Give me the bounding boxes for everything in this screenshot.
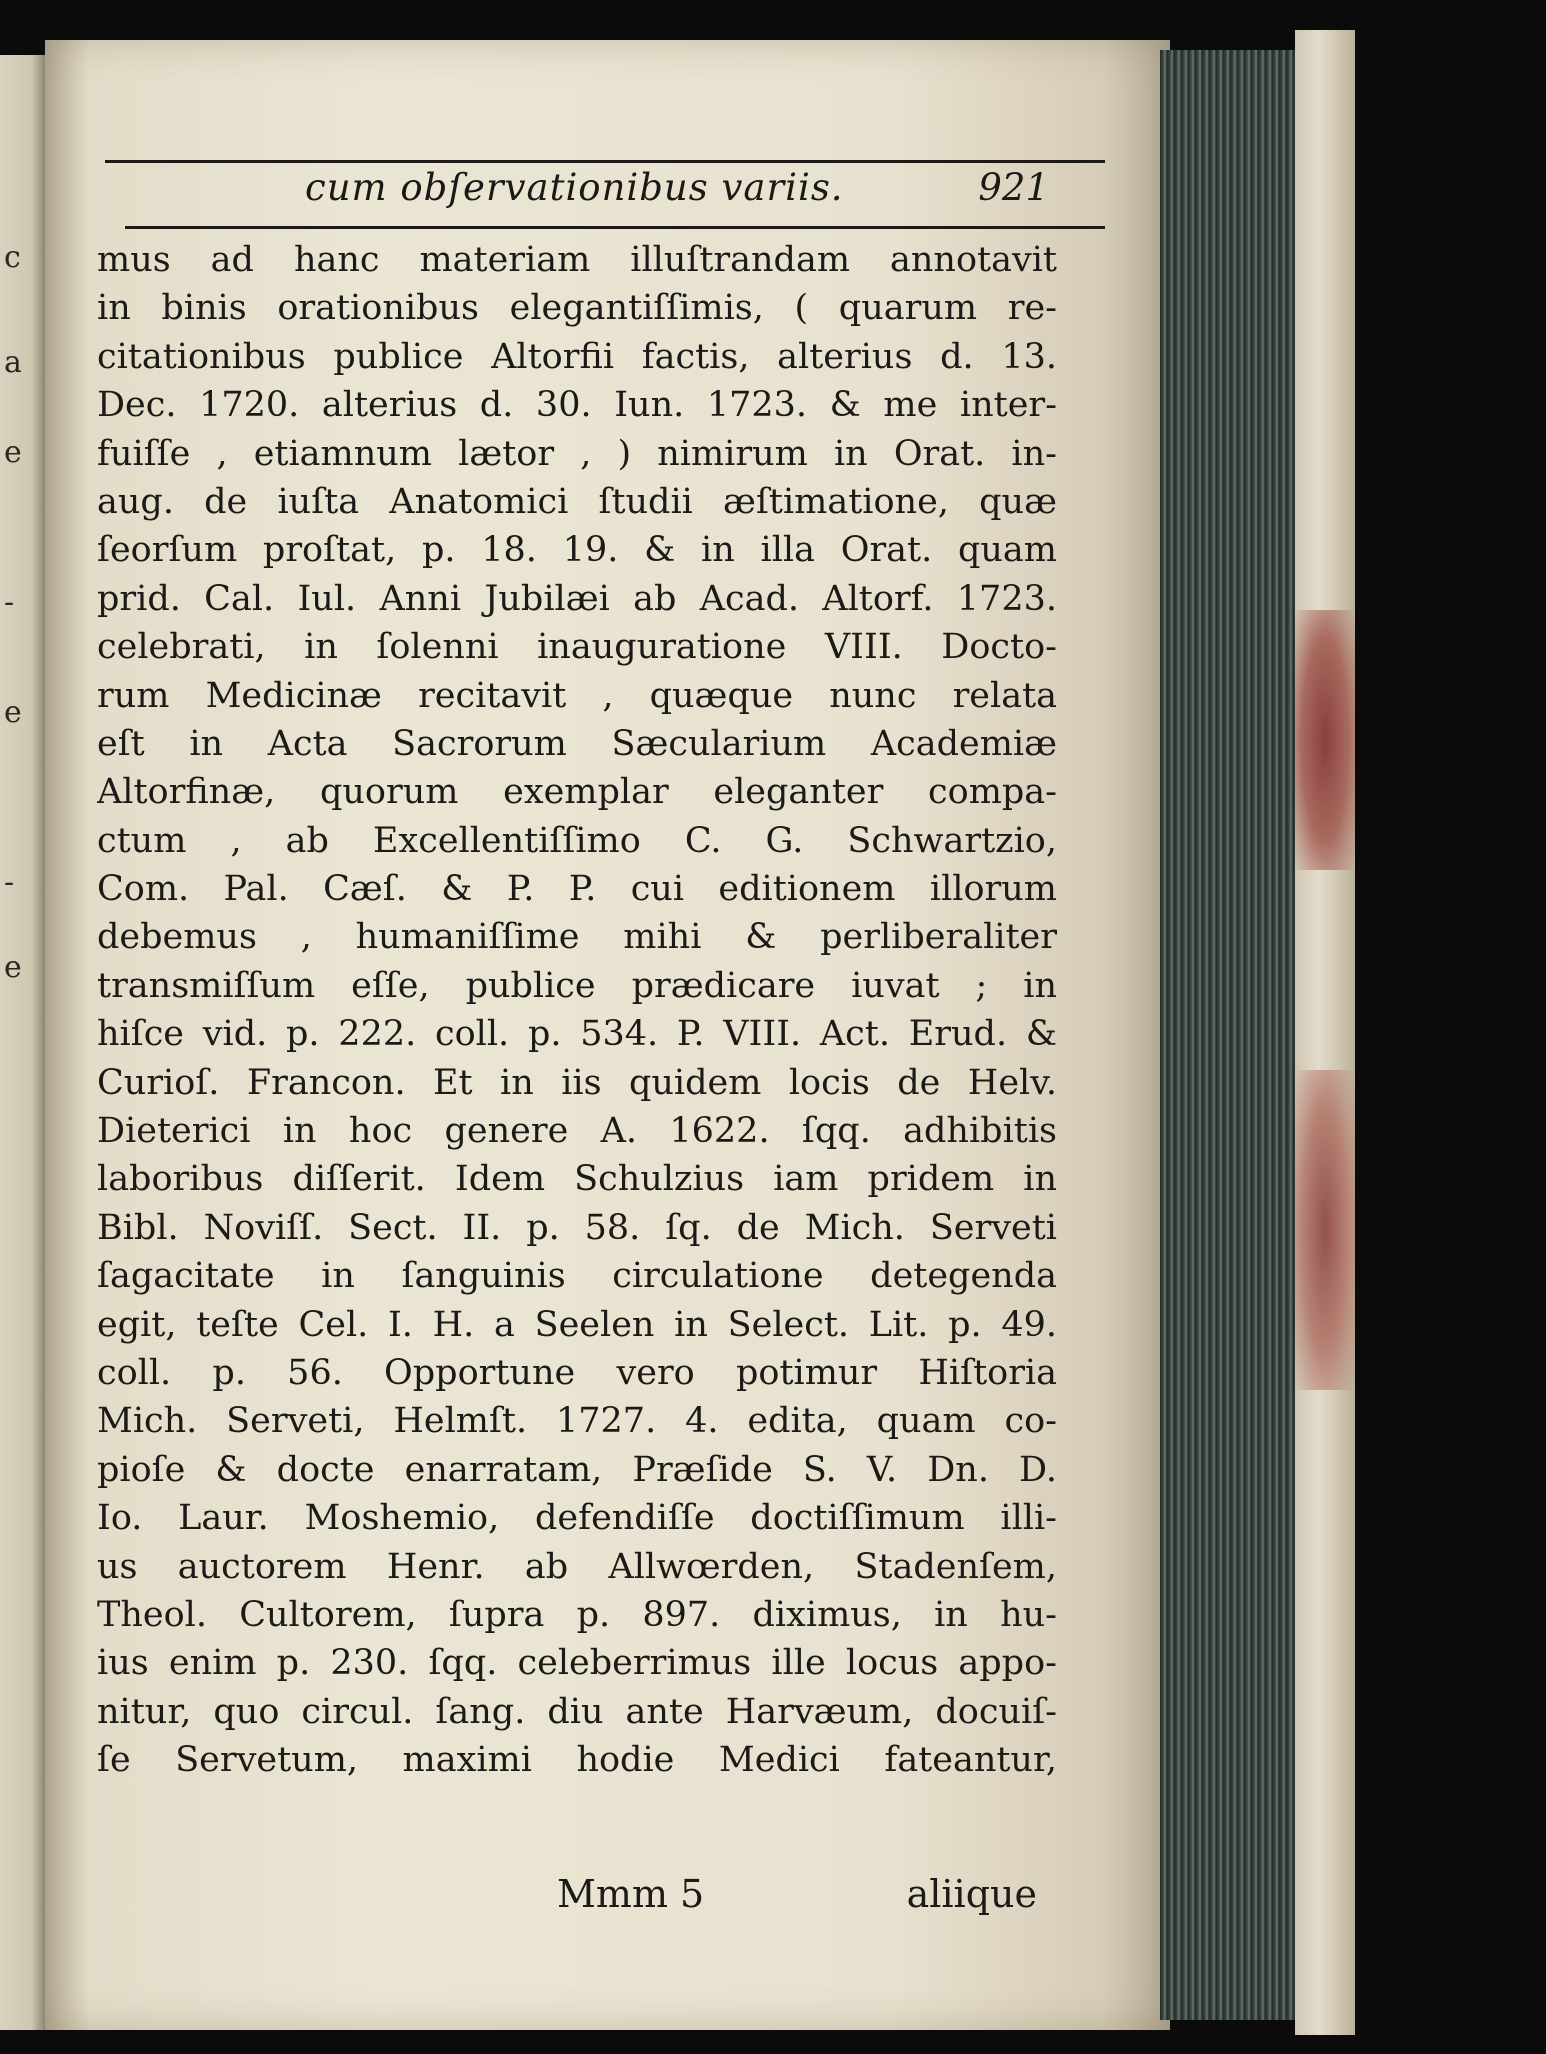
text-line: aug. de iuſta Anatomici ſtudii æſtimatione, quæ: [97, 481, 1057, 522]
signature-mark: Mmm 5: [557, 1872, 705, 1916]
page-block-fore-edge: [1160, 50, 1310, 2020]
left-page-fragment: a: [4, 345, 22, 380]
text-line: rum Medicinæ recitavit , quæque nunc relata: [97, 675, 1057, 716]
book-binding: [1295, 30, 1355, 2035]
text-line: laboribus diſſerit. Idem Schulzius iam pridem in: [97, 1159, 1057, 1200]
left-page-fragment: -: [4, 865, 15, 900]
text-line: Mich. Serveti, Helmſt. 1727. 4. edita, quam co-: [97, 1401, 1057, 1442]
text-line: transmiſſum eſſe, publice prædicare iuvat ; in: [97, 965, 1057, 1006]
right-page: [45, 40, 1170, 2030]
text-line: coll. p. 56. Opportune vero potimur Hiſtoria: [97, 1352, 1057, 1393]
text-line: Altorfinæ, quorum exemplar eleganter compa-: [97, 772, 1057, 813]
text-line: in binis orationibus elegantiſſimis, ( quarum re-: [97, 288, 1057, 329]
running-head: cum obſervationibus variis.: [305, 166, 844, 209]
text-line: ctum , ab Excellentiſſimo C. G. Schwartzio,: [97, 820, 1057, 861]
binding-stain: [1295, 610, 1355, 870]
text-line: Dec. 1720. alterius d. 30. Iun. 1723. & me inter-: [97, 385, 1057, 426]
text-line: ſagacitate in ſanguinis circulatione detegenda: [97, 1256, 1057, 1297]
binding-stain: [1295, 1070, 1355, 1390]
text-line: hiſce vid. p. 222. coll. p. 534. P. VIII. Act. Erud. &: [97, 1014, 1057, 1055]
text-line: celebrati, in ſolenni inauguratione VIII. Docto-: [97, 627, 1057, 668]
text-line: fuiſſe , etiamnum lætor , ) nimirum in Orat. in-: [97, 433, 1057, 474]
left-facing-page-edge: [0, 55, 45, 2030]
text-line: citationibus publice Altorfii factis, alterius d. 13.: [97, 336, 1057, 377]
left-page-fragment: e: [4, 950, 22, 985]
text-line: nitur, quo circul. ſang. diu ante Harvæum, docuiſ-: [97, 1691, 1057, 1732]
text-line: prid. Cal. Iul. Anni Jubilæi ab Acad. Altorf. 1723.: [97, 578, 1057, 619]
left-page-fragment: -: [4, 585, 15, 620]
text-line: Dieterici in hoc genere A. 1622. ſqq. adhibitis: [97, 1111, 1057, 1152]
left-page-fragment: e: [4, 435, 22, 470]
catchword: aliique: [906, 1872, 1037, 1916]
page-header: [305, 158, 1085, 218]
text-line: us auctorem Henr. ab Allwœrden, Stadenſem,: [97, 1546, 1057, 1587]
page-number: 921: [978, 166, 1049, 209]
body-text: [97, 236, 1057, 1785]
text-line: Com. Pal. Cæſ. & P. P. cui editionem illorum: [97, 869, 1057, 910]
text-line: ſeorſum proſtat, p. 18. 19. & in illa Orat. quam: [97, 530, 1057, 571]
text-line: mus ad hanc materiam illuſtrandam annotavit: [97, 240, 1057, 280]
text-line: eſt in Acta Sacrorum Sæcularium Academiæ: [97, 723, 1057, 764]
text-line: ius enim p. 230. ſqq. celeberrimus ille locus appo-: [97, 1643, 1057, 1684]
header-rule-bottom: [125, 226, 1105, 229]
text-line: pioſe & docte enarratam, Præſide S. V. Dn. D.: [97, 1449, 1057, 1490]
text-line: Theol. Cultorem, ſupra p. 897. diximus, in hu-: [97, 1594, 1057, 1635]
text-line: Curioſ. Francon. Et in iis quidem locis de Helv.: [97, 1062, 1057, 1103]
text-line: debemus , humaniſſime mihi & perliberaliter: [97, 917, 1057, 958]
text-line: Io. Laur. Moshemio, defendiſſe doctiſſimum illi-: [97, 1498, 1057, 1539]
left-page-fragment: e: [4, 695, 22, 730]
text-line: ſe Servetum, maximi hodie Medici fateantur,: [97, 1740, 1057, 1781]
page-footer: [97, 1868, 1037, 1928]
left-page-fragment: c: [4, 240, 21, 275]
text-line: egit, teſte Cel. I. H. a Seelen in Select. Lit. p. 49.: [97, 1304, 1057, 1345]
text-line: Bibl. Noviſſ. Sect. II. p. 58. ſq. de Mich. Serveti: [97, 1207, 1057, 1248]
